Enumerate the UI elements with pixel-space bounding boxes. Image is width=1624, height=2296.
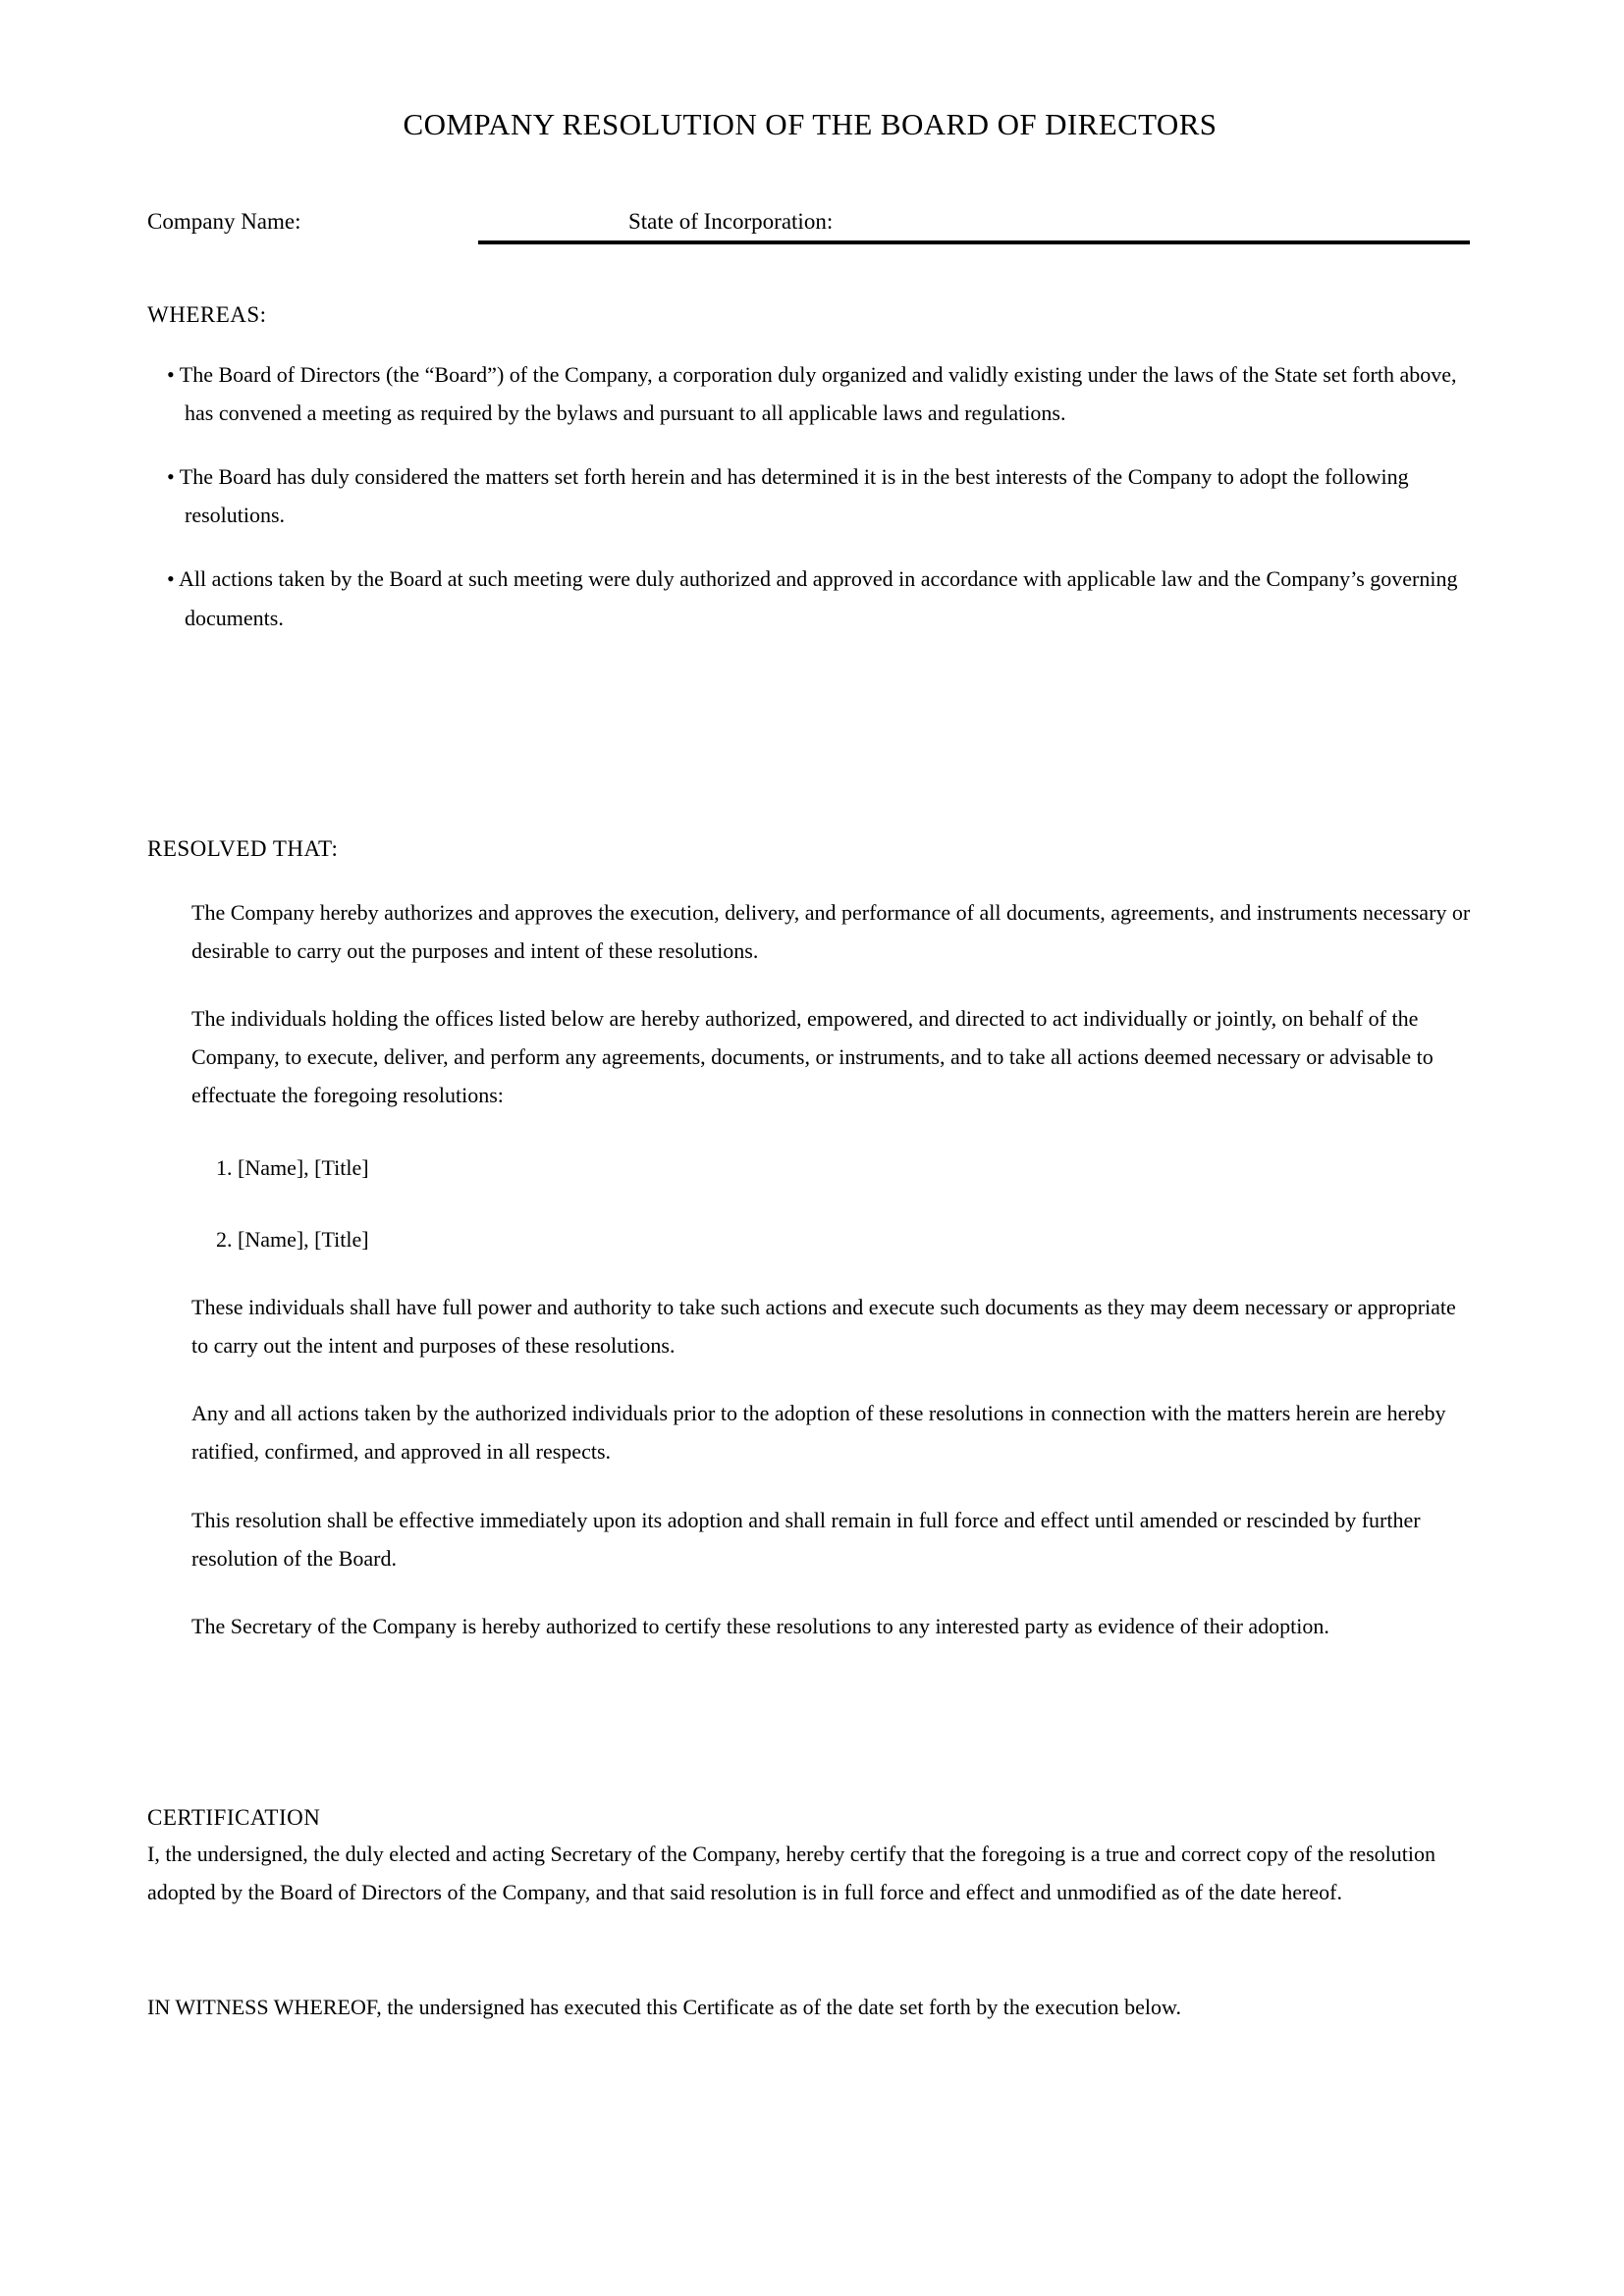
whereas-bullet-3: • All actions taken by the Board at such meeting were duly authorized and approved in accordance with applicable law and the Company’s governing documents.: [167, 566, 1458, 630]
whereas-heading: WHEREAS:: [147, 301, 267, 327]
witness-statement: IN WITNESS WHEREOF, the undersigned has executed this Certificate as of the date set forth by the execution below.: [147, 1995, 1181, 2020]
resolved-paragraph-5: This resolution shall be effective immediately upon its adoption and shall remain in full force and effect until amended or rescinded by further resolution of the Board.: [191, 1507, 1421, 1571]
list-item: 2. [Name], [Title]: [216, 1226, 369, 1252]
resolved-paragraph-2: The individuals holding the offices listed below are hereby authorized, empowered, and directed to act individually or jointly, on behalf of the Company, to execute, deliver, and perform any agreements, documents, or instruments, and to take all actions deemed necessary or advisable to effectuate the foregoing resolutions:: [191, 1006, 1434, 1108]
resolved-paragraph-3: These individuals shall have full power and authority to take such actions and execute such documents as they may deem necessary or appropriate to carry out the intent and purposes of these resolutions.: [191, 1294, 1456, 1359]
certification-heading: CERTIFICATION: [147, 1804, 321, 1830]
certification-body: I, the undersigned, the duly elected and acting Secretary of the Company, hereby certify that the foregoing is a true and correct copy of the resolution adopted by the Board of Directors of the Company, and that said resolution is in full force and effect and unmodified as of the date hereof.: [147, 1842, 1435, 1905]
resolved-paragraph-4: Any and all actions taken by the authorized individuals prior to the adoption of these resolutions in connection with the matters herein are hereby ratified, confirmed, and approved in all respects.: [191, 1401, 1446, 1465]
page-title: COMPANY RESOLUTION OF THE BOARD OF DIRECTORS: [403, 107, 1218, 141]
header-fields-row: [147, 207, 1473, 256]
resolved-paragraph-1: The Company hereby authorizes and approves the execution, delivery, and performance of all documents, agreements, and instruments necessary or desirable to carry out the purposes and intent of these resolutions.: [191, 899, 1471, 963]
list-item: 1. [Name], [Title]: [216, 1154, 369, 1180]
resolved-that-heading: RESOLVED THAT:: [147, 835, 339, 861]
company-name-label: Company Name:: [147, 208, 301, 234]
whereas-bullet-2: • The Board has duly considered the matters set forth herein and has determined it is in the best interests of the Company to adopt the following resolutions.: [167, 464, 1409, 528]
header-fill-in-rule[interactable]: [478, 240, 1470, 244]
document-content: [147, 0, 1473, 2026]
resolved-paragraph-6: The Secretary of the Company is hereby authorized to certify these resolutions to any interested party as evidence of their adoption.: [191, 1613, 1329, 1638]
state-of-incorporation-label: State of Incorporation:: [628, 208, 834, 234]
whereas-bullet-1: • The Board of Directors (the “Board”) of the Company, a corporation duly organized and validly existing under the laws of the State set forth above, has convened a meeting as required by the bylaws and pursuant to all applicable laws and regulations.: [167, 361, 1457, 425]
witness-section: [147, 1988, 1473, 2026]
certification-section: [147, 1802, 1473, 1911]
